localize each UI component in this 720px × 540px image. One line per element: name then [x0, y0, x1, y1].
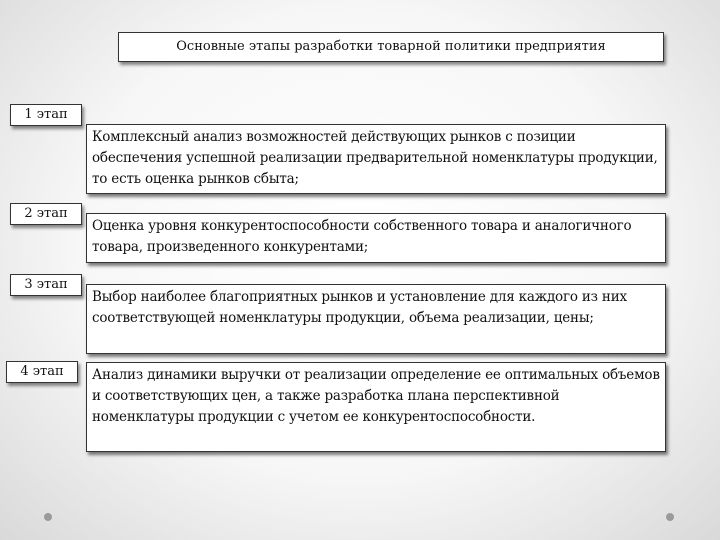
stage-1-description: Комплексный анализ возможностей действующих рынков с позиции обеспечения успешной реализации предварительной номенклатуры продукции, то есть оценка рынков сбыта;: [86, 124, 666, 194]
stage-4-label: 4 этап: [6, 361, 78, 383]
stage-2-description: Оценка уровня конкурентоспособности собственного товара и аналогичного товара, произведенного конкурентами;: [86, 213, 666, 263]
decorative-dot-right: [666, 513, 674, 521]
stage-4-description: Анализ динамики выручки от реализации определение ее оптимальных объемов и соответствующих цен, а также разработка плана перспективной номенклатуры продукции с учетом ее конкурентоспособности.: [86, 362, 666, 452]
diagram-title: Основные этапы разработки товарной политики предприятия: [118, 32, 664, 62]
stage-3-label: 3 этап: [10, 274, 82, 296]
stage-3-description: Выбор наиболее благоприятных рынков и установление для каждого из них соответствующей номенклатуры продукции, объема реализации, цены;: [86, 284, 666, 354]
decorative-dot-left: [44, 513, 52, 521]
stage-2-label: 2 этап: [10, 203, 82, 225]
stage-1-label: 1 этап: [10, 104, 82, 126]
